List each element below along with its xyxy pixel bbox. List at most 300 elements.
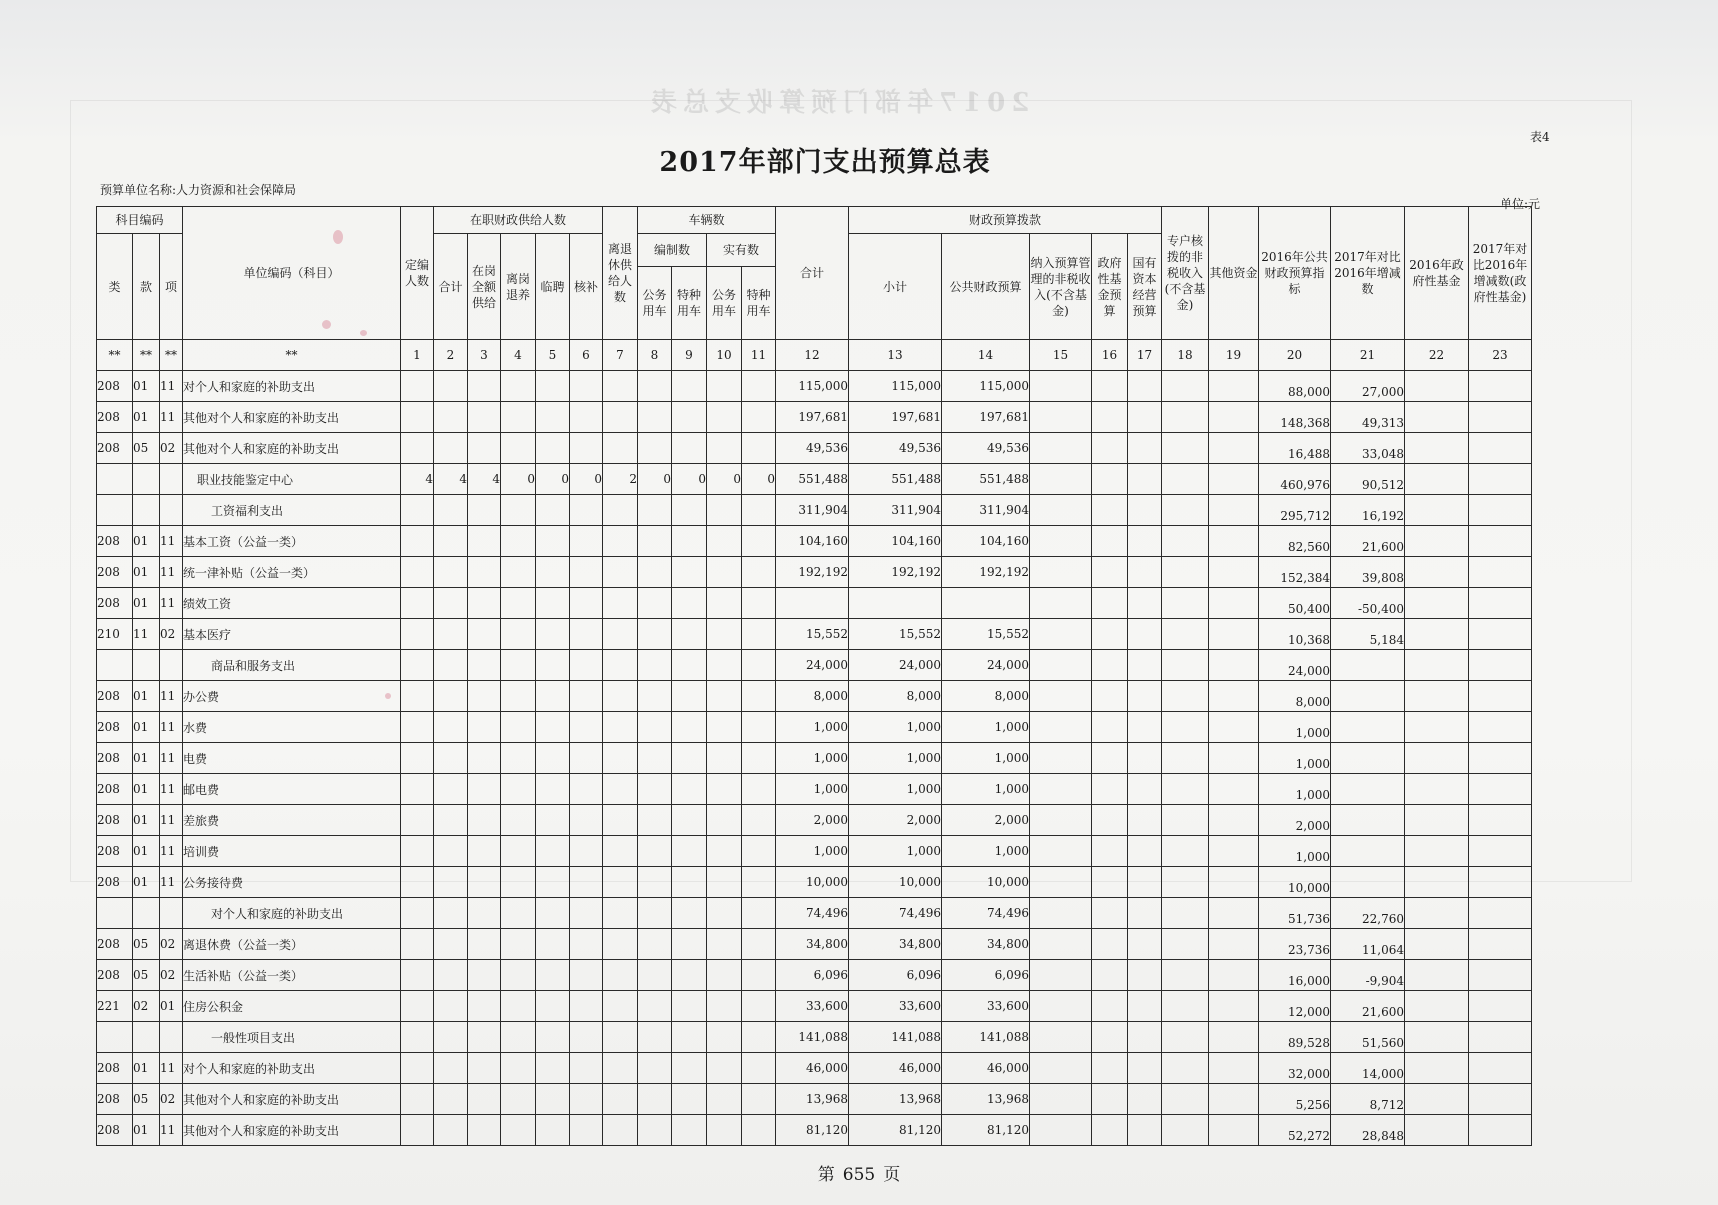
count-cell [742,557,776,588]
table-row [97,464,1532,495]
column-index-cell: 13 [849,340,942,371]
empty-cell [1405,495,1469,526]
empty-cell [1030,743,1092,774]
pub-2016-cell: 32,000 [1259,1053,1331,1084]
subtotal-cell: 104,160 [849,526,942,557]
subject-name-cell: 商品和服务支出 [183,650,401,681]
empty-cell [1030,1084,1092,1115]
count-cell [401,774,434,805]
subtotal-cell: 34,800 [849,929,942,960]
change-2017-cell [1331,650,1405,681]
header-change-2017: 2017年对比2016年增减数 [1331,207,1405,340]
table-row [97,805,1532,836]
count-cell [742,960,776,991]
kuan-cell: 01 [133,743,160,774]
empty-cell [1128,433,1162,464]
empty-cell [1162,867,1209,898]
lei-cell: 208 [97,681,133,712]
header-grand-total: 合计 [776,207,849,340]
table-row [97,774,1532,805]
count-cell [570,371,603,402]
lei-cell: 210 [97,619,133,650]
count-cell [401,371,434,402]
count-cell [570,991,603,1022]
empty-cell [1469,898,1532,929]
count-cell [742,743,776,774]
subtotal-cell: 46,000 [849,1053,942,1084]
pub-2016-cell: 12,000 [1259,991,1331,1022]
pub-2016-cell: 1,000 [1259,774,1331,805]
grand-total-cell: 1,000 [776,836,849,867]
empty-cell [1092,371,1128,402]
xiang-cell [160,495,183,526]
xiang-cell: 11 [160,681,183,712]
count-cell [707,1115,742,1146]
column-index-cell: 14 [942,340,1030,371]
count-cell [603,371,638,402]
header-fiscal: 财政预算拨款 [849,207,1162,234]
lei-cell [97,650,133,681]
empty-cell [1128,588,1162,619]
empty-cell [1405,805,1469,836]
count-cell [401,619,434,650]
empty-cell [1209,867,1259,898]
count-cell [570,898,603,929]
column-index-cell: 8 [638,340,672,371]
count-cell [536,743,570,774]
count-cell [742,650,776,681]
subject-name-cell: 职业技能鉴定中心 [183,464,401,495]
empty-cell [1030,526,1092,557]
public-budget-cell: 551,488 [942,464,1030,495]
count-cell [742,1115,776,1146]
empty-cell [1162,1084,1209,1115]
count-cell: 0 [536,464,570,495]
empty-cell [1405,1022,1469,1053]
lei-cell: 208 [97,526,133,557]
count-cell [603,867,638,898]
column-index-cell: 22 [1405,340,1469,371]
count-cell [672,867,707,898]
change-2017-cell: 21,600 [1331,526,1405,557]
pub-2016-cell: 89,528 [1259,1022,1331,1053]
empty-cell [1128,1022,1162,1053]
count-cell [401,402,434,433]
lei-cell: 208 [97,805,133,836]
subject-name-cell: 差旅费 [183,805,401,836]
count-cell [570,557,603,588]
grand-total-cell: 104,160 [776,526,849,557]
count-cell [536,433,570,464]
count-cell [638,495,672,526]
public-budget-cell: 15,552 [942,619,1030,650]
header-pub-2016: 2016年公共财政预算指标 [1259,207,1331,340]
table-number-tag: 表4 [1530,130,1550,144]
count-cell [468,898,501,929]
count-cell [401,836,434,867]
table-row [97,619,1532,650]
public-budget-cell: 192,192 [942,557,1030,588]
pub-2016-cell: 88,000 [1259,371,1331,402]
lei-cell: 208 [97,867,133,898]
count-cell [536,1115,570,1146]
lei-cell: 208 [97,1084,133,1115]
empty-cell [1128,867,1162,898]
lei-cell: 208 [97,402,133,433]
pub-2016-cell: 24,000 [1259,650,1331,681]
column-index-cell: 19 [1209,340,1259,371]
kuan-cell: 01 [133,1053,160,1084]
public-budget-cell: 115,000 [942,371,1030,402]
count-cell [742,712,776,743]
pub-2016-cell: 16,488 [1259,433,1331,464]
count-cell [468,495,501,526]
count-cell [672,805,707,836]
count-cell [603,588,638,619]
count-cell [536,526,570,557]
empty-cell [1128,619,1162,650]
empty-cell [1092,495,1128,526]
count-cell [401,495,434,526]
empty-cell [1469,991,1532,1022]
count-cell [434,1084,468,1115]
subtotal-cell: 74,496 [849,898,942,929]
column-index-cell: 21 [1331,340,1405,371]
header-staff-quota: 定编人数 [401,207,434,340]
table-row [97,1053,1532,1084]
empty-cell [1128,402,1162,433]
xiang-cell: 11 [160,712,183,743]
change-2017-cell: 49,313 [1331,402,1405,433]
page-title: 2017年部门支出预算总表 [659,147,991,178]
empty-cell [1209,433,1259,464]
count-cell [468,526,501,557]
lei-cell: 208 [97,588,133,619]
empty-cell [1030,588,1092,619]
public-budget-cell: 49,536 [942,433,1030,464]
change-2017-cell [1331,743,1405,774]
grand-total-cell: 46,000 [776,1053,849,1084]
kuan-cell [133,898,160,929]
empty-cell [1209,1022,1259,1053]
count-cell [401,433,434,464]
lei-cell: 208 [97,836,133,867]
change-2017-cell [1331,774,1405,805]
empty-cell [1162,991,1209,1022]
subject-name-cell: 公务接待费 [183,867,401,898]
public-budget-cell: 1,000 [942,774,1030,805]
count-cell: 0 [501,464,536,495]
count-cell [536,1084,570,1115]
empty-cell [1405,774,1469,805]
subject-name-cell: 住房公积金 [183,991,401,1022]
empty-cell [1162,1115,1209,1146]
count-cell [638,743,672,774]
empty-cell [1092,619,1128,650]
lei-cell: 208 [97,1053,133,1084]
empty-cell [1092,588,1128,619]
empty-cell [1162,433,1209,464]
count-cell [401,588,434,619]
count-cell [434,619,468,650]
count-cell [501,929,536,960]
kuan-cell: 11 [133,619,160,650]
pub-2016-cell: 1,000 [1259,712,1331,743]
empty-cell [1162,898,1209,929]
grand-total-cell: 141,088 [776,1022,849,1053]
empty-cell [1128,1053,1162,1084]
kuan-cell: 01 [133,1115,160,1146]
grand-total-cell: 34,800 [776,929,849,960]
count-cell [536,650,570,681]
count-cell [603,1022,638,1053]
public-budget-cell: 10,000 [942,867,1030,898]
count-cell [742,433,776,464]
table-row [97,960,1532,991]
empty-cell [1405,433,1469,464]
empty-cell [1469,712,1532,743]
xiang-cell: 11 [160,743,183,774]
change-2017-cell: 11,064 [1331,929,1405,960]
empty-cell [1128,960,1162,991]
count-cell [501,588,536,619]
count-cell [468,681,501,712]
empty-cell [1469,650,1532,681]
count-cell [603,898,638,929]
pub-2016-cell: 52,272 [1259,1115,1331,1146]
count-cell [707,1053,742,1084]
count-cell [707,1022,742,1053]
subtotal-cell: 10,000 [849,867,942,898]
count-cell [707,712,742,743]
lei-cell: 208 [97,960,133,991]
count-cell [638,681,672,712]
header-xiang: 项 [160,234,183,340]
count-cell [742,402,776,433]
subject-name-cell: 基本医疗 [183,619,401,650]
subtotal-cell: 13,968 [849,1084,942,1115]
count-cell [570,1053,603,1084]
header-off-post: 离岗退养 [501,234,536,340]
count-cell [638,619,672,650]
change-2017-cell: 33,048 [1331,433,1405,464]
page-footer [0,1160,1718,1185]
count-cell [434,526,468,557]
count-cell [638,650,672,681]
empty-cell [1405,588,1469,619]
count-cell [401,867,434,898]
grand-total-cell: 24,000 [776,650,849,681]
empty-cell [1405,1084,1469,1115]
lei-cell [97,898,133,929]
pub-2016-cell: 2,000 [1259,805,1331,836]
count-cell [707,774,742,805]
public-budget-cell: 33,600 [942,991,1030,1022]
subtotal-cell: 1,000 [849,836,942,867]
kuan-cell: 05 [133,960,160,991]
empty-cell [1405,960,1469,991]
count-cell [742,929,776,960]
grand-total-cell: 197,681 [776,402,849,433]
kuan-cell: 01 [133,588,160,619]
empty-cell [1162,650,1209,681]
count-cell [501,371,536,402]
empty-cell [1030,1115,1092,1146]
subtotal-cell: 2,000 [849,805,942,836]
kuan-cell [133,495,160,526]
subtotal-cell: 24,000 [849,650,942,681]
pub-2016-cell: 82,560 [1259,526,1331,557]
column-index-cell: 1 [401,340,434,371]
xiang-cell [160,464,183,495]
count-cell [603,681,638,712]
empty-cell [1092,805,1128,836]
count-cell [401,650,434,681]
count-cell [570,929,603,960]
change-2017-cell [1331,712,1405,743]
public-budget-cell [942,588,1030,619]
count-cell [401,743,434,774]
change-2017-cell: 39,808 [1331,557,1405,588]
count-cell [707,650,742,681]
table-row [97,371,1532,402]
pub-2016-cell: 460,976 [1259,464,1331,495]
public-budget-cell: 141,088 [942,1022,1030,1053]
count-cell [468,402,501,433]
currency-unit-value: 元 [1528,197,1541,211]
empty-cell [1162,681,1209,712]
kuan-cell: 01 [133,371,160,402]
empty-cell [1469,1022,1532,1053]
subject-name-cell: 对个人和家庭的补助支出 [183,371,401,402]
xiang-cell: 11 [160,805,183,836]
empty-cell [1162,1053,1209,1084]
count-cell: 4 [401,464,434,495]
grand-total-cell: 192,192 [776,557,849,588]
empty-cell [1092,464,1128,495]
grand-total-cell: 49,536 [776,433,849,464]
kuan-cell: 01 [133,805,160,836]
count-cell [570,805,603,836]
count-cell [401,805,434,836]
count-cell [672,681,707,712]
table-row [97,588,1532,619]
xiang-cell: 02 [160,1084,183,1115]
xiang-cell: 02 [160,433,183,464]
empty-cell [1092,681,1128,712]
kuan-cell: 01 [133,836,160,867]
empty-cell [1092,557,1128,588]
empty-cell [1469,588,1532,619]
column-index-cell: ** [97,340,133,371]
xiang-cell: 11 [160,371,183,402]
empty-cell [1128,898,1162,929]
empty-cell [1162,712,1209,743]
table-row [97,836,1532,867]
budget-table [96,206,1532,1146]
empty-cell [1030,1053,1092,1084]
count-cell [501,836,536,867]
empty-cell [1469,1053,1532,1084]
count-cell [742,371,776,402]
count-cell [638,1084,672,1115]
count-cell [434,867,468,898]
count-cell [501,1115,536,1146]
header-subject-code: 科目编码 [97,207,183,234]
empty-cell [1162,619,1209,650]
empty-cell [1162,805,1209,836]
empty-cell [1030,960,1092,991]
count-cell [570,619,603,650]
public-budget-cell: 34,800 [942,929,1030,960]
empty-cell [1469,371,1532,402]
count-cell [638,960,672,991]
count-cell [707,836,742,867]
count-cell [501,774,536,805]
xiang-cell: 11 [160,774,183,805]
count-cell: 2 [603,464,638,495]
change-2017-cell [1331,867,1405,898]
empty-cell [1030,433,1092,464]
table-row [97,867,1532,898]
column-index-cell: 12 [776,340,849,371]
empty-cell [1128,774,1162,805]
count-cell [603,1053,638,1084]
page-number: 655 [842,1165,876,1185]
xiang-cell: 11 [160,402,183,433]
subject-name-cell: 对个人和家庭的补助支出 [183,1053,401,1084]
lei-cell: 221 [97,991,133,1022]
change-2017-cell: 51,560 [1331,1022,1405,1053]
count-cell [603,1084,638,1115]
empty-cell [1209,495,1259,526]
table-row [97,743,1532,774]
public-budget-cell: 2,000 [942,805,1030,836]
empty-cell [1209,557,1259,588]
count-cell [536,805,570,836]
empty-cell [1405,867,1469,898]
count-cell [707,557,742,588]
subject-name-cell: 统一津补贴（公益一类） [183,557,401,588]
count-cell [672,1084,707,1115]
table-row [97,495,1532,526]
header-actual: 实有数 [707,234,776,267]
subtotal-cell: 192,192 [849,557,942,588]
empty-cell [1162,960,1209,991]
empty-cell [1209,619,1259,650]
column-index-cell: 6 [570,340,603,371]
subject-name-cell: 其他对个人和家庭的补助支出 [183,1084,401,1115]
subject-name-cell: 培训费 [183,836,401,867]
empty-cell [1209,1084,1259,1115]
subtotal-cell: 81,120 [849,1115,942,1146]
count-cell [468,1084,501,1115]
empty-cell [1405,1115,1469,1146]
table-row [97,650,1532,681]
budget-table-body [97,371,1532,1146]
public-budget-cell: 81,120 [942,1115,1030,1146]
count-cell [536,588,570,619]
count-cell [603,991,638,1022]
empty-cell [1030,650,1092,681]
empty-cell [1162,371,1209,402]
xiang-cell: 11 [160,557,183,588]
empty-cell [1128,681,1162,712]
empty-cell [1092,898,1128,929]
count-cell [742,526,776,557]
count-cell [707,805,742,836]
empty-cell [1092,743,1128,774]
